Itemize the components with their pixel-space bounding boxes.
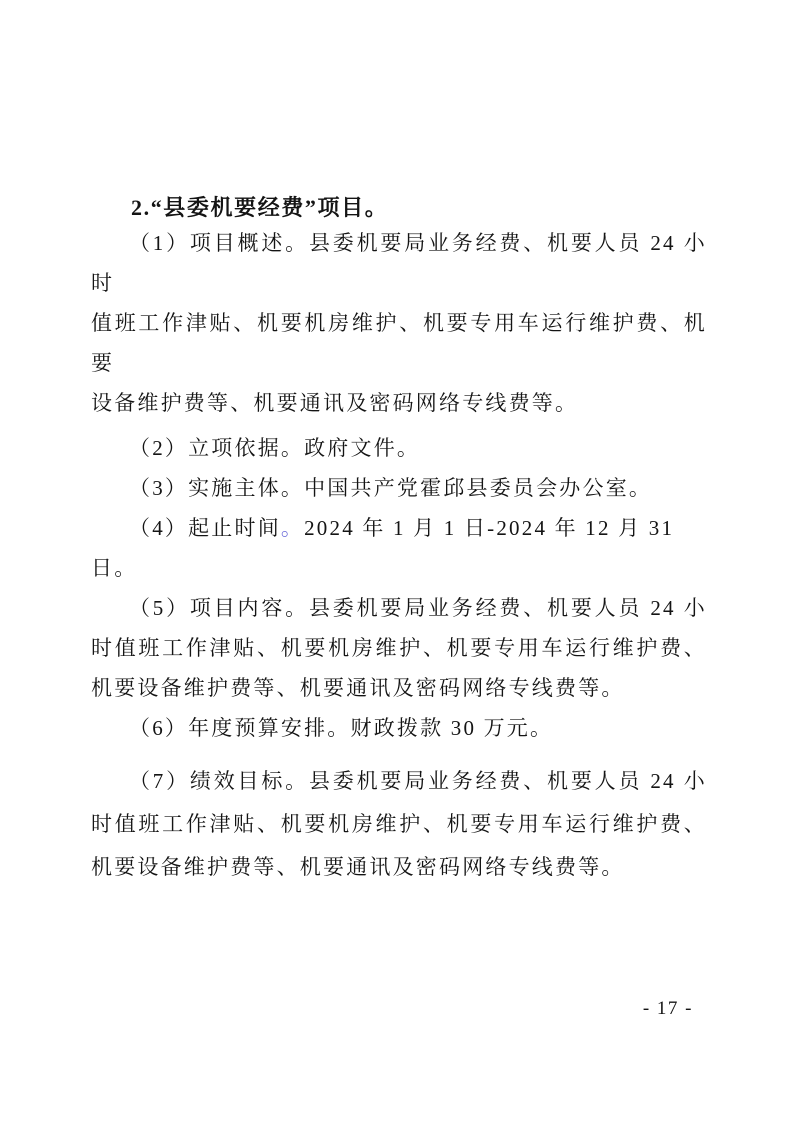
paragraph-annual-budget [91,708,707,748]
paragraph-performance-goals [91,760,707,889]
paragraph-line: （6）年度预算安排。财政拨款 30 万元。 [129,716,554,740]
paragraph-line: 机要设备维护费等、机要通讯及密码网络专线费等。 [91,855,625,879]
time-period-dates: 2024 年 1 月 1 日-2024 年 12 月 31 日。 [91,516,675,580]
paragraph-project-overview [91,223,707,423]
paragraph-line [91,508,707,588]
blue-ideographic-period: 。 [280,516,305,540]
paragraph-line: 设备维护费等、机要通讯及密码网络专线费等。 [91,391,579,415]
document-body [91,188,707,889]
paragraph-line: （3）实施主体。中国共产党霍邱县委员会办公室。 [129,476,653,500]
paragraph-approval-basis [91,428,707,468]
paragraph-line: 时值班工作津贴、机要机房维护、机要专用车运行维护费、 [91,636,707,660]
paragraph-line: 时值班工作津贴、机要机房维护、机要专用车运行维护费、 [91,812,707,836]
paragraph-time-period [91,508,707,588]
paragraph-project-content [91,588,707,708]
paragraph-line: 值班工作津贴、机要机房维护、机要专用车运行维护费、机要 [91,311,707,375]
paragraph-implementing-entity [91,468,707,508]
time-period-label: （4）起止时间 [129,516,281,540]
paragraph-line: （5）项目内容。县委机要局业务经费、机要人员 24 小 [129,596,707,620]
page-number: - 17 - [642,998,693,1019]
paragraph-line: 机要设备维护费等、机要通讯及密码网络专线费等。 [91,676,625,700]
paragraph-line: （7）绩效目标。县委机要局业务经费、机要人员 24 小 [129,769,707,793]
section-heading: 2.“县委机要经费”项目。 [131,195,389,220]
paragraph-line: （1）项目概述。县委机要局业务经费、机要人员 24 小时 [91,231,707,295]
paragraph-line: （2）立项依据。政府文件。 [129,436,421,460]
